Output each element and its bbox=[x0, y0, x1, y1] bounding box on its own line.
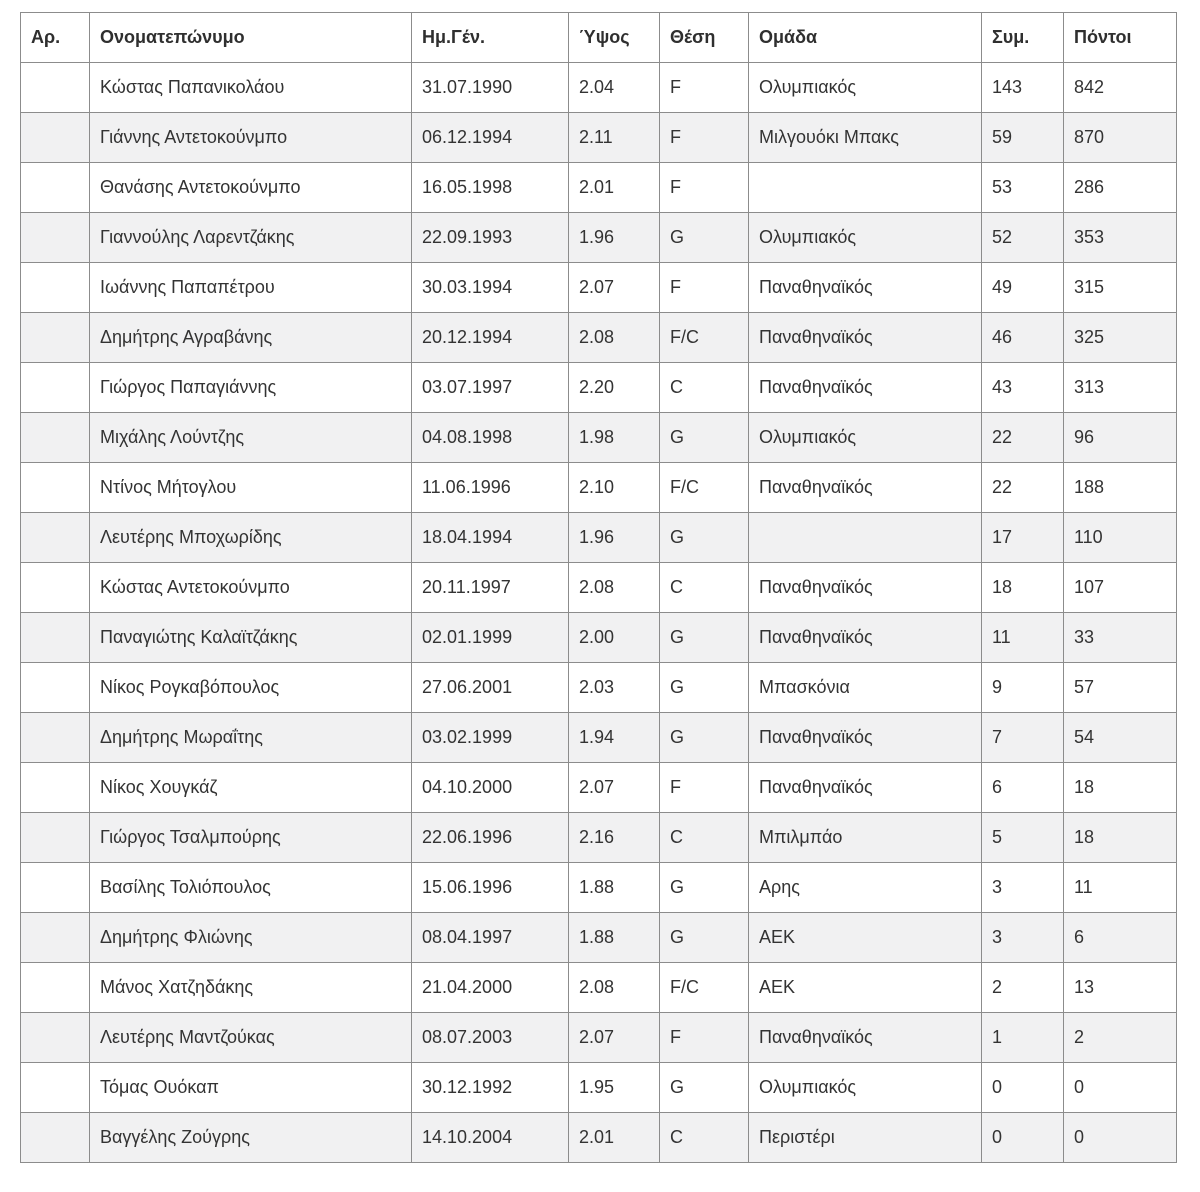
cell-appearances: 46 bbox=[982, 313, 1064, 363]
table-row bbox=[21, 63, 1177, 113]
cell-team: Παναθηναϊκός bbox=[749, 263, 982, 313]
cell-points: 57 bbox=[1064, 663, 1177, 713]
cell-points: 2 bbox=[1064, 1013, 1177, 1063]
cell-full-name: Μάνος Χατζηδάκης bbox=[90, 963, 412, 1013]
cell-points: 96 bbox=[1064, 413, 1177, 463]
table-row bbox=[21, 113, 1177, 163]
cell-full-name: Λευτέρης Μποχωρίδης bbox=[90, 513, 412, 563]
cell-number bbox=[21, 63, 90, 113]
cell-team bbox=[749, 163, 982, 213]
cell-full-name: Δημήτρης Αγραβάνης bbox=[90, 313, 412, 363]
header-points: Πόντοι bbox=[1064, 13, 1177, 63]
cell-appearances: 43 bbox=[982, 363, 1064, 413]
cell-birth-date: 08.04.1997 bbox=[412, 913, 569, 963]
cell-birth-date: 15.06.1996 bbox=[412, 863, 569, 913]
table-row bbox=[21, 863, 1177, 913]
cell-height: 2.04 bbox=[569, 63, 660, 113]
cell-full-name: Νίκος Χουγκάζ bbox=[90, 763, 412, 813]
cell-appearances: 18 bbox=[982, 563, 1064, 613]
cell-position: F bbox=[660, 1013, 749, 1063]
cell-birth-date: 14.10.2004 bbox=[412, 1113, 569, 1163]
cell-team: Ολυμπιακός bbox=[749, 63, 982, 113]
cell-position: C bbox=[660, 563, 749, 613]
table-header bbox=[21, 13, 1177, 63]
cell-height: 2.07 bbox=[569, 1013, 660, 1063]
cell-position: F/C bbox=[660, 963, 749, 1013]
cell-full-name: Δημήτρης Μωραΐτης bbox=[90, 713, 412, 763]
table-row bbox=[21, 163, 1177, 213]
header-team: Ομάδα bbox=[749, 13, 982, 63]
cell-number bbox=[21, 363, 90, 413]
table-row bbox=[21, 813, 1177, 863]
cell-full-name: Κώστας Παπανικολάου bbox=[90, 63, 412, 113]
cell-team: Παναθηναϊκός bbox=[749, 363, 982, 413]
cell-position: F bbox=[660, 63, 749, 113]
cell-full-name: Ιωάννης Παπαπέτρου bbox=[90, 263, 412, 313]
cell-position: G bbox=[660, 613, 749, 663]
table-row bbox=[21, 763, 1177, 813]
cell-team: Ολυμπιακός bbox=[749, 1063, 982, 1113]
cell-birth-date: 03.07.1997 bbox=[412, 363, 569, 413]
cell-height: 2.01 bbox=[569, 1113, 660, 1163]
cell-team: ΑΕΚ bbox=[749, 963, 982, 1013]
cell-full-name: Βασίλης Τολιόπουλος bbox=[90, 863, 412, 913]
cell-number bbox=[21, 713, 90, 763]
cell-points: 18 bbox=[1064, 763, 1177, 813]
cell-team: Παναθηναϊκός bbox=[749, 613, 982, 663]
cell-appearances: 0 bbox=[982, 1063, 1064, 1113]
cell-birth-date: 22.06.1996 bbox=[412, 813, 569, 863]
cell-points: 110 bbox=[1064, 513, 1177, 563]
cell-appearances: 22 bbox=[982, 413, 1064, 463]
cell-birth-date: 20.12.1994 bbox=[412, 313, 569, 363]
cell-birth-date: 30.03.1994 bbox=[412, 263, 569, 313]
cell-team: Παναθηναϊκός bbox=[749, 313, 982, 363]
header-position: Θέση bbox=[660, 13, 749, 63]
cell-number bbox=[21, 413, 90, 463]
cell-number bbox=[21, 663, 90, 713]
cell-position: C bbox=[660, 1113, 749, 1163]
cell-appearances: 3 bbox=[982, 913, 1064, 963]
table-row bbox=[21, 263, 1177, 313]
cell-position: G bbox=[660, 513, 749, 563]
cell-full-name: Τόμας Ουόκαπ bbox=[90, 1063, 412, 1113]
cell-appearances: 1 bbox=[982, 1013, 1064, 1063]
cell-full-name: Παναγιώτης Καλαϊτζάκης bbox=[90, 613, 412, 663]
table-row bbox=[21, 313, 1177, 363]
cell-team: Μπιλμπάο bbox=[749, 813, 982, 863]
cell-height: 1.98 bbox=[569, 413, 660, 463]
cell-height: 2.03 bbox=[569, 663, 660, 713]
header-row bbox=[21, 13, 1177, 63]
cell-appearances: 143 bbox=[982, 63, 1064, 113]
cell-height: 2.08 bbox=[569, 963, 660, 1013]
cell-position: G bbox=[660, 663, 749, 713]
cell-appearances: 7 bbox=[982, 713, 1064, 763]
cell-position: F/C bbox=[660, 313, 749, 363]
roster-table-container bbox=[20, 12, 1176, 1163]
cell-points: 325 bbox=[1064, 313, 1177, 363]
table-row bbox=[21, 1013, 1177, 1063]
cell-team: Παναθηναϊκός bbox=[749, 763, 982, 813]
cell-number bbox=[21, 763, 90, 813]
cell-position: G bbox=[660, 413, 749, 463]
header-full-name: Ονοματεπώνυμο bbox=[90, 13, 412, 63]
cell-points: 313 bbox=[1064, 363, 1177, 413]
cell-number bbox=[21, 563, 90, 613]
cell-points: 188 bbox=[1064, 463, 1177, 513]
cell-points: 870 bbox=[1064, 113, 1177, 163]
cell-height: 1.96 bbox=[569, 513, 660, 563]
table-row bbox=[21, 963, 1177, 1013]
cell-team bbox=[749, 513, 982, 563]
cell-appearances: 6 bbox=[982, 763, 1064, 813]
cell-number bbox=[21, 513, 90, 563]
cell-points: 33 bbox=[1064, 613, 1177, 663]
table-row bbox=[21, 1063, 1177, 1113]
cell-position: F/C bbox=[660, 463, 749, 513]
cell-full-name: Γιάννης Αντετοκούνμπο bbox=[90, 113, 412, 163]
cell-position: F bbox=[660, 163, 749, 213]
cell-points: 842 bbox=[1064, 63, 1177, 113]
cell-team: Ολυμπιακός bbox=[749, 413, 982, 463]
cell-team: Περιστέρι bbox=[749, 1113, 982, 1163]
cell-height: 2.20 bbox=[569, 363, 660, 413]
table-row bbox=[21, 713, 1177, 763]
cell-appearances: 5 bbox=[982, 813, 1064, 863]
table-row bbox=[21, 1113, 1177, 1163]
cell-team: Ολυμπιακός bbox=[749, 213, 982, 263]
cell-points: 0 bbox=[1064, 1113, 1177, 1163]
cell-full-name: Λευτέρης Μαντζούκας bbox=[90, 1013, 412, 1063]
cell-height: 2.00 bbox=[569, 613, 660, 663]
cell-height: 2.10 bbox=[569, 463, 660, 513]
cell-birth-date: 30.12.1992 bbox=[412, 1063, 569, 1113]
cell-birth-date: 11.06.1996 bbox=[412, 463, 569, 513]
cell-number bbox=[21, 1113, 90, 1163]
cell-points: 11 bbox=[1064, 863, 1177, 913]
cell-points: 13 bbox=[1064, 963, 1177, 1013]
cell-number bbox=[21, 113, 90, 163]
table-body bbox=[21, 63, 1177, 1163]
cell-full-name: Θανάσης Αντετοκούνμπο bbox=[90, 163, 412, 213]
table-row bbox=[21, 463, 1177, 513]
cell-position: F bbox=[660, 113, 749, 163]
cell-full-name: Ντίνος Μήτογλου bbox=[90, 463, 412, 513]
cell-points: 286 bbox=[1064, 163, 1177, 213]
header-birth-date: Ημ.Γέν. bbox=[412, 13, 569, 63]
cell-position: C bbox=[660, 363, 749, 413]
cell-position: C bbox=[660, 813, 749, 863]
cell-birth-date: 18.04.1994 bbox=[412, 513, 569, 563]
cell-birth-date: 03.02.1999 bbox=[412, 713, 569, 763]
cell-full-name: Γιώργος Τσαλμπούρης bbox=[90, 813, 412, 863]
cell-full-name: Γιαννούλης Λαρεντζάκης bbox=[90, 213, 412, 263]
cell-height: 1.96 bbox=[569, 213, 660, 263]
table-row bbox=[21, 913, 1177, 963]
cell-number bbox=[21, 263, 90, 313]
cell-height: 2.16 bbox=[569, 813, 660, 863]
cell-birth-date: 21.04.2000 bbox=[412, 963, 569, 1013]
cell-appearances: 3 bbox=[982, 863, 1064, 913]
cell-points: 18 bbox=[1064, 813, 1177, 863]
cell-height: 2.01 bbox=[569, 163, 660, 213]
cell-birth-date: 22.09.1993 bbox=[412, 213, 569, 263]
cell-team: Παναθηναϊκός bbox=[749, 463, 982, 513]
cell-number bbox=[21, 863, 90, 913]
table-row bbox=[21, 363, 1177, 413]
cell-number bbox=[21, 463, 90, 513]
cell-birth-date: 08.07.2003 bbox=[412, 1013, 569, 1063]
cell-birth-date: 04.08.1998 bbox=[412, 413, 569, 463]
header-height: Ύψος bbox=[569, 13, 660, 63]
cell-team: Μπασκόνια bbox=[749, 663, 982, 713]
cell-appearances: 2 bbox=[982, 963, 1064, 1013]
cell-birth-date: 04.10.2000 bbox=[412, 763, 569, 813]
cell-full-name: Κώστας Αντετοκούνμπο bbox=[90, 563, 412, 613]
cell-number bbox=[21, 613, 90, 663]
cell-full-name: Βαγγέλης Ζούγρης bbox=[90, 1113, 412, 1163]
cell-position: G bbox=[660, 1063, 749, 1113]
table-row bbox=[21, 663, 1177, 713]
cell-number bbox=[21, 1013, 90, 1063]
cell-position: F bbox=[660, 263, 749, 313]
cell-full-name: Νίκος Ρογκαβόπουλος bbox=[90, 663, 412, 713]
cell-height: 1.95 bbox=[569, 1063, 660, 1113]
cell-points: 315 bbox=[1064, 263, 1177, 313]
cell-position: F bbox=[660, 763, 749, 813]
cell-team: Παναθηναϊκός bbox=[749, 1013, 982, 1063]
cell-height: 1.88 bbox=[569, 913, 660, 963]
cell-full-name: Δημήτρης Φλιώνης bbox=[90, 913, 412, 963]
cell-number bbox=[21, 913, 90, 963]
cell-appearances: 0 bbox=[982, 1113, 1064, 1163]
cell-points: 54 bbox=[1064, 713, 1177, 763]
cell-position: G bbox=[660, 913, 749, 963]
cell-number bbox=[21, 813, 90, 863]
table-row bbox=[21, 513, 1177, 563]
cell-birth-date: 31.07.1990 bbox=[412, 63, 569, 113]
cell-points: 353 bbox=[1064, 213, 1177, 263]
cell-number bbox=[21, 163, 90, 213]
cell-appearances: 17 bbox=[982, 513, 1064, 563]
roster-table bbox=[20, 12, 1177, 1163]
table-row bbox=[21, 613, 1177, 663]
cell-team: ΑΕΚ bbox=[749, 913, 982, 963]
cell-birth-date: 27.06.2001 bbox=[412, 663, 569, 713]
cell-appearances: 9 bbox=[982, 663, 1064, 713]
cell-points: 0 bbox=[1064, 1063, 1177, 1113]
cell-team: Μιλγουόκι Μπακς bbox=[749, 113, 982, 163]
cell-birth-date: 16.05.1998 bbox=[412, 163, 569, 213]
cell-height: 2.11 bbox=[569, 113, 660, 163]
table-row bbox=[21, 563, 1177, 613]
cell-number bbox=[21, 213, 90, 263]
cell-points: 6 bbox=[1064, 913, 1177, 963]
cell-team: Αρης bbox=[749, 863, 982, 913]
cell-height: 1.94 bbox=[569, 713, 660, 763]
cell-birth-date: 02.01.1999 bbox=[412, 613, 569, 663]
cell-appearances: 22 bbox=[982, 463, 1064, 513]
cell-number bbox=[21, 963, 90, 1013]
cell-height: 2.07 bbox=[569, 763, 660, 813]
cell-appearances: 59 bbox=[982, 113, 1064, 163]
cell-appearances: 53 bbox=[982, 163, 1064, 213]
cell-number bbox=[21, 313, 90, 363]
cell-points: 107 bbox=[1064, 563, 1177, 613]
cell-height: 1.88 bbox=[569, 863, 660, 913]
cell-birth-date: 06.12.1994 bbox=[412, 113, 569, 163]
cell-appearances: 49 bbox=[982, 263, 1064, 313]
cell-full-name: Μιχάλης Λούντζης bbox=[90, 413, 412, 463]
cell-height: 2.08 bbox=[569, 563, 660, 613]
header-number: Αρ. bbox=[21, 13, 90, 63]
cell-position: G bbox=[660, 213, 749, 263]
cell-height: 2.08 bbox=[569, 313, 660, 363]
cell-height: 2.07 bbox=[569, 263, 660, 313]
cell-appearances: 11 bbox=[982, 613, 1064, 663]
table-row bbox=[21, 213, 1177, 263]
header-appearances: Συμ. bbox=[982, 13, 1064, 63]
cell-birth-date: 20.11.1997 bbox=[412, 563, 569, 613]
cell-position: G bbox=[660, 713, 749, 763]
cell-full-name: Γιώργος Παπαγιάννης bbox=[90, 363, 412, 413]
cell-number bbox=[21, 1063, 90, 1113]
cell-team: Παναθηναϊκός bbox=[749, 563, 982, 613]
cell-team: Παναθηναϊκός bbox=[749, 713, 982, 763]
table-row bbox=[21, 413, 1177, 463]
cell-position: G bbox=[660, 863, 749, 913]
cell-appearances: 52 bbox=[982, 213, 1064, 263]
